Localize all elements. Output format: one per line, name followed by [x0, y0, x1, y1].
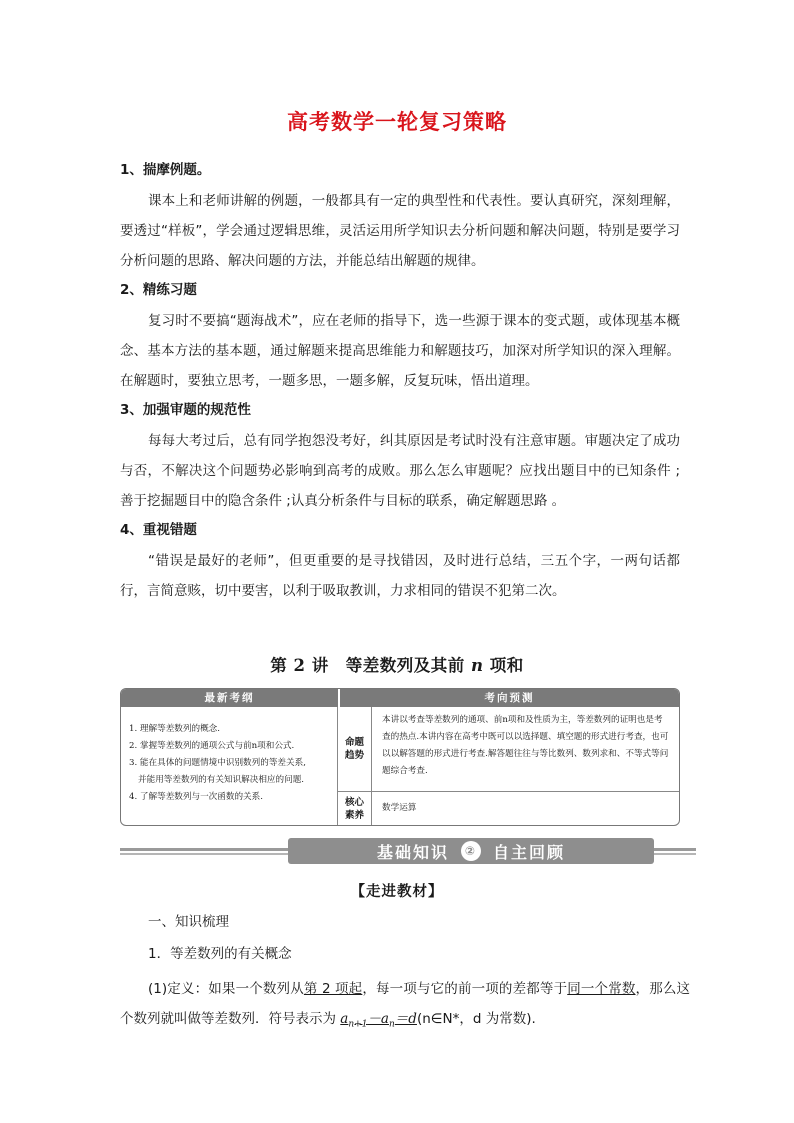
banner-left-text: 基础知识 [376, 842, 449, 862]
knowledge-subheading: 1．等差数列的有关概念 [148, 946, 292, 962]
row-text: 本讲以考查等差数列的通项、前n项和及性质为主，等差数列的证明也是考查的热点.本讲内容在高考中既可以以选择题、填空题的形式进行考查，也可以以解答题的形式进行考查.解答题往往与等比数列、数列求和、不等式等问题综合考查. [382, 715, 669, 776]
section-banner [120, 838, 696, 864]
definition-blank: 同一个常数 [567, 981, 636, 997]
lecture-title [0, 652, 794, 676]
table-row [338, 707, 679, 792]
definition-text: ，那么这个数列就叫做等差数列．符号表示为 [120, 981, 691, 1027]
section-heading: 4、重视错题 [120, 522, 197, 538]
strategy-section [120, 160, 680, 610]
definition-blank: 第 2 项起 [303, 981, 363, 997]
syllabus-item: 1. 理解等差数列的概念. [129, 724, 221, 734]
syllabus-item: 4. 了解等差数列与一次函数的关系. [129, 792, 263, 802]
section-heading: 2、精练习题 [120, 282, 197, 298]
right-header: 考向预测 [340, 689, 679, 707]
banner-number-badge: ② [461, 841, 481, 861]
row-label-text: 命题趋势 [344, 737, 364, 761]
table-header [121, 689, 679, 707]
row-label-text: 核心素养 [344, 796, 364, 821]
row-text: 数学运算 [382, 803, 417, 813]
section-body: 复习时不要搞“题海战术”，应在老师的指导下，选一些源于课本的变式题，或体现基本概念、基本方法的基本题，通过解题来提高思维能力和解题技巧，加深对所学知识的深入理解。在解题时，要独立思考，一题多思，一题多解，反复玩味，悟出道理。 [120, 313, 680, 389]
lecture-title-variable: n [470, 656, 484, 675]
section-body: “错误是最好的老师”，但更重要的是寻找错因，及时进行总结，三五个字，一两句话都行，言简意赅，切中要害，以利于吸取教训，力求相同的错误不犯第二次。 [120, 553, 680, 599]
left-header: 最新考纲 [121, 689, 340, 707]
syllabus-item: 并能用等差数列的有关知识解决相应的问题. [138, 775, 305, 785]
row-label [338, 792, 372, 825]
table-row [338, 792, 679, 825]
knowledge-section [120, 912, 690, 1040]
section-body: 每每大考过后，总有同学抱怨没考好，纠其原因是考试时没有注意审题。审题决定了成功与否，不解决这个问题势必影响到高考的成败。那么怎么审题呢？应找出题目中的已知条件 ;善于挖掘题目中的隐含条件 ;认真分析条件与目标的联系，确定解题思路 。 [120, 433, 680, 509]
page-title: 高考数学一轮复习策略 [287, 110, 507, 134]
definition-text: (1)定义：如果一个数列从 [148, 981, 304, 997]
banner-center [288, 838, 654, 864]
definition-paragraph [120, 974, 690, 1040]
table-body [121, 707, 679, 825]
banner-right-text: 自主回顾 [493, 842, 566, 862]
syllabus-list [121, 707, 338, 825]
section-body: 课本上和老师讲解的例题，一般都具有一定的典型性和代表性。要认真研究，深刻理解，要透过“样板”，学会通过逻辑思维，灵活运用所学知识去分析问题和解决问题，特别是要学习分析问题的思路、解决问题的方法，并能总结出解题的规律。 [120, 193, 680, 269]
knowledge-heading: 一、知识梳理 [148, 914, 229, 930]
forecast-column [338, 707, 679, 825]
syllabus-item: 3. 能在具体的问题情境中识别数列的等差关系, [129, 758, 306, 768]
section-heading: 1、揣摩例题。 [120, 162, 211, 178]
row-label [338, 707, 372, 791]
subsection-title: 【走进教材】 [350, 884, 444, 900]
definition-text: (n∈N*，d 为常数). [416, 1011, 536, 1027]
syllabus-item: 2. 掌握等差数列的通项公式与前n项和公式. [129, 741, 295, 751]
recurrence-formula: $a_{n+1}-a_n=d$ [340, 1011, 417, 1030]
lecture-title-suffix: 项和 [483, 656, 524, 675]
section-heading: 3、加强审题的规范性 [120, 402, 251, 418]
exam-outline-table [120, 688, 680, 826]
definition-text: ，每一项与它的前一项的差都等于 [362, 981, 568, 997]
lecture-title-prefix: 第 2 讲 等差数列及其前 [270, 656, 471, 675]
